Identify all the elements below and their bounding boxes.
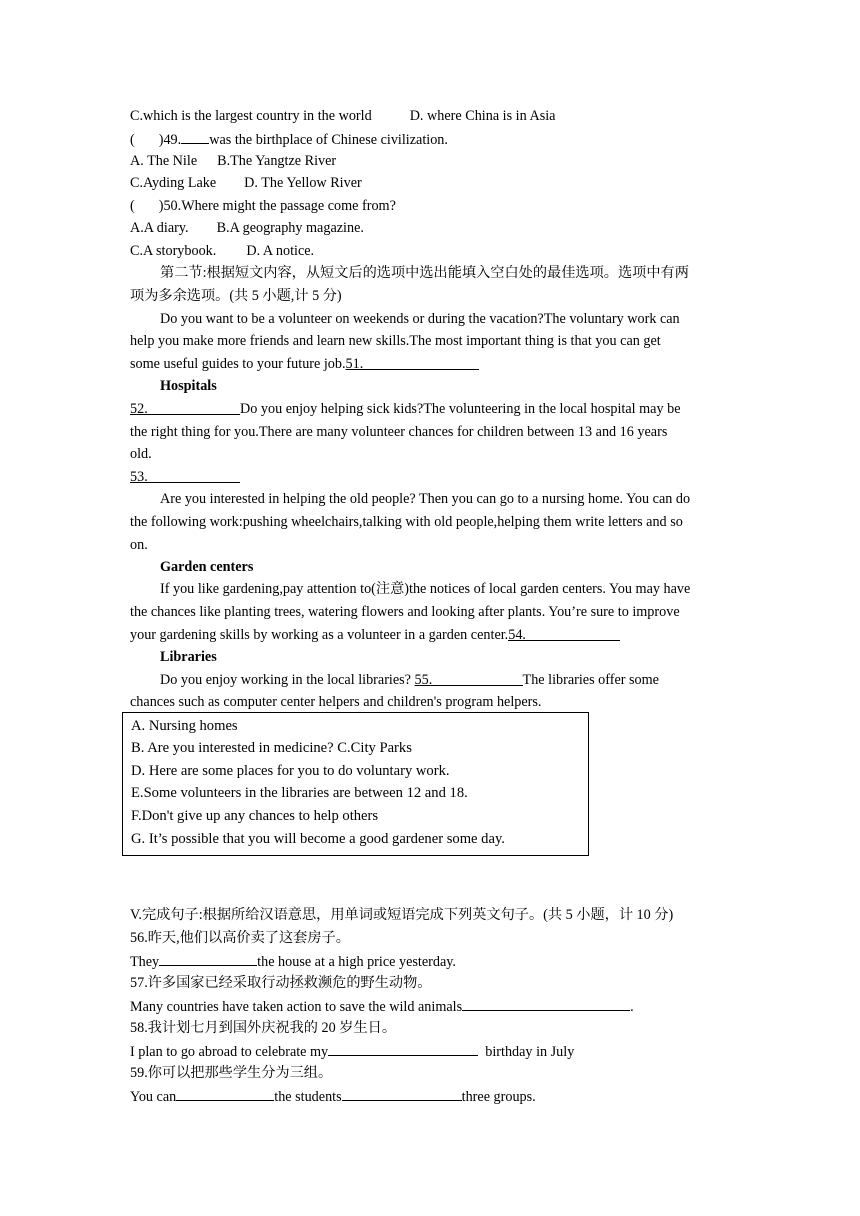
option-a: A. Nursing homes xyxy=(131,718,238,734)
q48-options-cd xyxy=(130,107,555,125)
option-e: E.Some volunteers in the libraries are between 12 and 18. xyxy=(131,785,468,801)
q48-option-d: D. where China is in Asia xyxy=(409,108,556,124)
q50-option-d: D. A notice. xyxy=(246,243,315,259)
q56-blank[interactable] xyxy=(159,951,257,966)
passage-p2-line3: old. xyxy=(130,446,152,462)
q57-chinese: 57.许多国家已经采取行动拯救濒危的野生动物。 xyxy=(130,975,432,991)
blank-55[interactable]: 55. xyxy=(415,671,523,686)
q58-blank[interactable] xyxy=(328,1041,478,1056)
options-box xyxy=(122,712,589,856)
q49-stem: ( )49. was the birthplace of Chinese civilization. xyxy=(130,129,448,149)
q59-sentence: You can the students three groups. xyxy=(130,1086,536,1106)
option-b-c: B. Are you interested in medicine? C.City Parks xyxy=(131,740,412,756)
q50-options-cd xyxy=(130,242,314,260)
option-f: F.Don't give up any chances to help others xyxy=(131,808,379,824)
q59-chinese: 59.你可以把那些学生分为三组。 xyxy=(130,1065,333,1081)
q57-blank[interactable] xyxy=(462,996,630,1011)
passage-p4-line2: the chances like planting trees, watering flowers and looking after plants. You’re sure to improve xyxy=(130,604,680,620)
section5-heading: V.完成句子:根据所给汉语意思，用单词或短语完成下列英文句子。(共 5 小题，计 10 分) xyxy=(130,907,674,923)
q50-stem: ( )50.Where might the passage come from? xyxy=(130,198,396,214)
q50-option-a: A.A diary. xyxy=(130,220,189,236)
passage-p3-line3: on. xyxy=(130,537,148,553)
q49-option-c: C.Ayding Lake xyxy=(130,175,217,191)
q56-chinese: 56.昨天,他们以高价卖了这套房子。 xyxy=(130,930,350,946)
option-d: D. Here are some places for you to do voluntary work. xyxy=(131,763,450,779)
q49-option-a: A. The Nile xyxy=(130,153,198,169)
q58-chinese: 58.我计划七月到国外庆祝我的 20 岁生日。 xyxy=(130,1020,397,1036)
passage-p4-line3: your gardening skills by working as a volunteer in a garden center.54. xyxy=(130,626,620,644)
blank-53[interactable]: 53. xyxy=(130,468,240,483)
passage-p3-line1: Are you interested in helping the old people? Then you can go to a nursing home. You can do xyxy=(160,491,691,507)
option-g: G. It’s possible that you will become a good gardener some day. xyxy=(131,831,505,847)
heading-libraries: Libraries xyxy=(160,649,217,665)
passage-p2-line2: the right thing for you.There are many volunteer chances for children between 13 and 16 years xyxy=(130,424,668,440)
blank-51[interactable]: 51. xyxy=(346,355,479,370)
heading-hospitals: Hospitals xyxy=(160,378,217,394)
heading-garden-centers: Garden centers xyxy=(160,559,254,575)
q49-option-b: B.The Yangtze River xyxy=(217,153,337,169)
passage-p4-line1: If you like gardening,pay attention to(注意)the notices of local garden centers. You may have xyxy=(160,581,691,597)
q59-blank-2[interactable] xyxy=(342,1086,462,1101)
passage-blank-53-line xyxy=(130,468,240,486)
q50-options-ab xyxy=(130,219,364,237)
blank-52[interactable]: 52. xyxy=(130,400,240,415)
passage-p3-line2: the following work:pushing wheelchairs,talking with old people,helping them write letters and so xyxy=(130,514,683,530)
q56-sentence: They the house at a high price yesterday. xyxy=(130,951,456,971)
q50-option-b: B.A geography magazine. xyxy=(216,220,364,236)
section2-instruction-line1: 第二节:根据短文内容，从短文后的选项中选出能填入空白处的最佳选项。选项中有两 xyxy=(160,265,689,281)
q50-option-c: C.A storybook. xyxy=(130,243,217,259)
passage-p1-line3: some useful guides to your future job.51. xyxy=(130,355,479,373)
section2-instruction-line2: 项为多余选项。(共 5 小题,计 5 分) xyxy=(130,288,342,304)
q57-sentence: Many countries have taken action to save the wild animals . xyxy=(130,996,634,1016)
passage-p5-line2: chances such as computer center helpers and children's program helpers. xyxy=(130,694,542,710)
passage-p5-line1: Do you enjoy working in the local libraries? 55. The libraries offer some xyxy=(160,672,659,688)
q48-option-c: C.which is the largest country in the world xyxy=(130,108,372,124)
q49-blank[interactable] xyxy=(181,129,209,144)
q49-options-cd xyxy=(130,174,362,192)
passage-p1-line2: help you make more friends and learn new skills.The most important thing is that you can get xyxy=(130,333,661,349)
passage-p1-line1: Do you want to be a volunteer on weekends or during the vacation?The voluntary work can xyxy=(160,311,680,327)
blank-54[interactable]: 54. xyxy=(508,626,620,641)
q49-option-d: D. The Yellow River xyxy=(244,175,362,191)
passage-p2-line1: 52. Do you enjoy helping sick kids?The volunteering in the local hospital may be xyxy=(130,401,681,417)
q49-options-ab xyxy=(130,152,336,170)
q59-blank-1[interactable] xyxy=(176,1086,274,1101)
q58-sentence: I plan to go abroad to celebrate my birthday in July xyxy=(130,1041,574,1061)
